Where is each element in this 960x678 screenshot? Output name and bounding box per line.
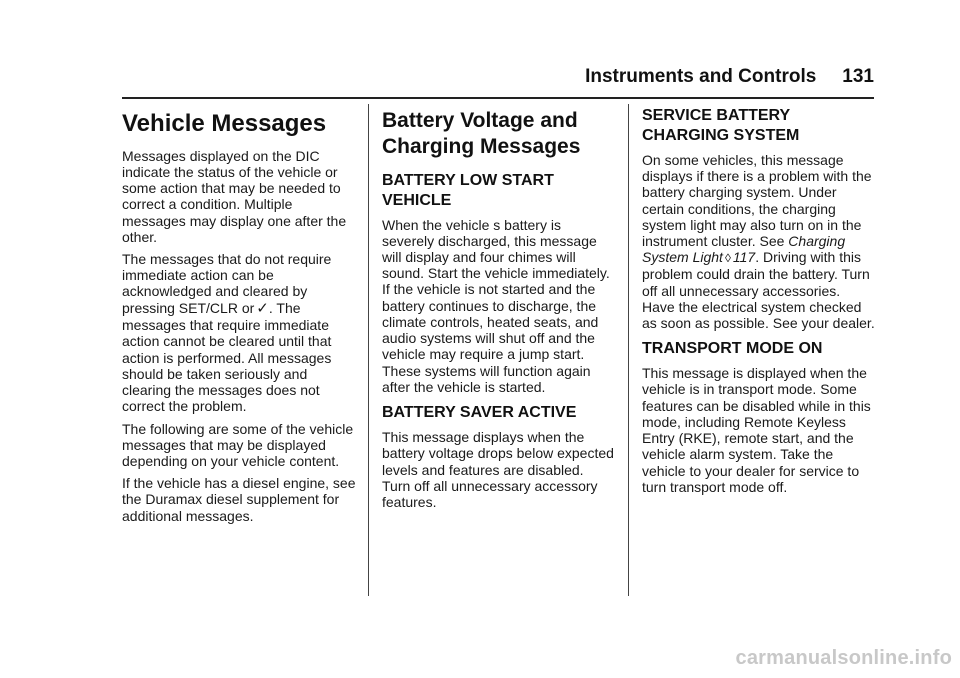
page-number: 131 [842,66,874,87]
paragraph [122,251,358,415]
paragraph: If the vehicle has a diesel engine, see the Duramax diesel supplement for additional messages. [122,475,356,524]
header-rule [122,97,874,99]
heading-vehicle-messages: Vehicle Messages [122,110,327,137]
page-ref-icon: ◊ [724,251,731,266]
paragraph-text: The messages that do not require immediate action can be acknowledged and cleared by pressing SET/CLR or [122,251,332,316]
watermark: carmanualsonline.info [735,647,952,669]
paragraph-text: . The messages that require immediate action cannot be cleared until that action is performed. All messages should be taken seriously and clearing the messages does not correct the problem. [122,299,332,415]
paragraph [642,152,876,331]
checkmark-icon: ✓ [256,299,269,317]
subheading-service-battery: SERVICE BATTERY CHARGING SYSTEM [642,107,800,144]
subheading-battery-low: BATTERY LOW START VEHICLE [382,171,554,209]
column-2 [382,106,614,516]
paragraph-text: On some vehicles, this message displays if there is a problem with the battery charging system. Under certain conditions, the charging system light may also turn on in the instrument cluster. See [642,152,872,250]
paragraph: Messages displayed on the DIC indicate the status of the vehicle or some action that may be needed to correct a condition. Multiple messages may display one after the other. [122,147,347,245]
subheading-transport-mode: TRANSPORT MODE ON [642,340,823,358]
column-divider [628,104,629,596]
running-head [585,66,874,88]
paragraph-text: . Driving with this problem could drain the battery. Turn off all unnecessary accessories. Have the electrical system checked as soon as possible. See your dealer. [642,249,875,332]
heading-battery-voltage: Battery Voltage and Charging Messages [382,109,581,159]
page-ref-number[interactable]: 117 [732,249,756,266]
subheading-battery-saver: BATTERY SAVER ACTIVE [382,404,577,422]
column-divider [368,104,369,596]
paragraph: When the vehicle s battery is severely discharged, this message will display and four chimes will sound. Start the vehicle immediately. If the vehicle is not started and the battery continues to discharge, the climate controls, heated seats, and audio systems will shut off and the vehicle may require a jump start. These systems will function again after the vehicle is started. [382,216,610,395]
section-title: Instruments and Controls [585,66,817,87]
paragraph: This message is displayed when the vehicle is in transport mode. Some features can be disabled while in this mode, including Remote Keyless Entry (RKE), remote start, and the vehicle alarm system. Take the vehicle to your dealer for service to turn transport mode off. [642,365,871,495]
column-1 [122,106,358,530]
paragraph: The following are some of the vehicle messages that may be displayed depending on your vehicle content. [122,420,354,469]
paragraph: This message displays when the battery voltage drops below expected levels and features are disabled. Turn off all unnecessary accessory features. [382,429,614,511]
cross-reference-link[interactable]: Charging System Light [642,233,846,266]
column-3 [642,106,876,501]
